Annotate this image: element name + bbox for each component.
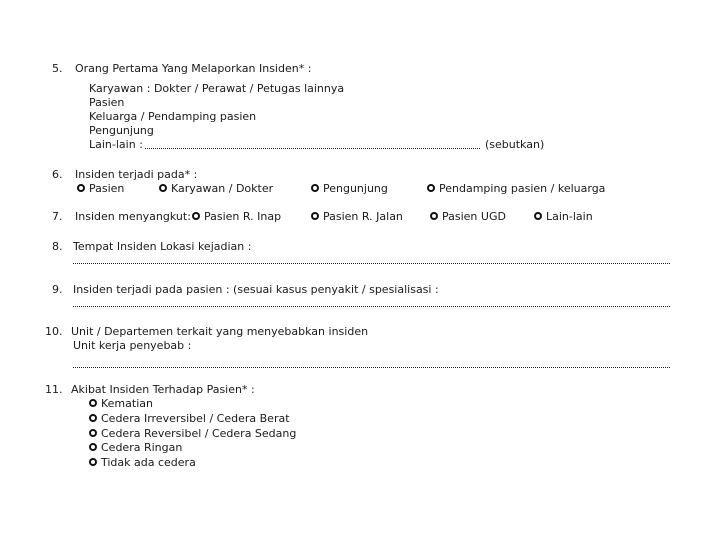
q8-number: 8. xyxy=(52,240,63,253)
radio-icon xyxy=(311,212,319,220)
radio-icon xyxy=(89,399,97,407)
q5-option-pasien[interactable]: Pasien xyxy=(89,96,125,109)
q6-option-pendamping[interactable]: Pendamping pasien / keluarga xyxy=(427,182,605,196)
q6-option-pasien[interactable]: Pasien xyxy=(77,182,124,196)
q11-option-berat[interactable]: Cedera Irreversibel / Cedera Berat xyxy=(89,412,290,426)
q8-input[interactable] xyxy=(73,263,670,264)
radio-icon xyxy=(534,212,542,220)
q7-option-lain[interactable]: Lain-lain xyxy=(534,210,593,224)
radio-icon xyxy=(430,212,438,220)
q10-input[interactable] xyxy=(73,367,670,368)
q6-number: 6. xyxy=(52,168,63,181)
q9-input[interactable] xyxy=(73,306,670,307)
q5-other-suffix: (sebutkan) xyxy=(485,138,545,151)
radio-icon xyxy=(311,184,319,192)
q10-question: Unit / Departemen terkait yang menyebabkan insiden xyxy=(71,325,369,338)
radio-icon xyxy=(77,184,85,192)
q8-question: Tempat Insiden Lokasi kejadian : xyxy=(73,240,252,253)
q5-option-pengunjung[interactable]: Pengunjung xyxy=(89,124,154,137)
q7-question: Insiden menyangkut: xyxy=(75,210,191,223)
q5-other-input[interactable] xyxy=(145,148,480,149)
q7-number: 7. xyxy=(52,210,63,223)
radio-icon xyxy=(89,429,97,437)
q9-number: 9. xyxy=(52,283,63,296)
q7-option-ugd[interactable]: Pasien UGD xyxy=(430,210,506,224)
q10-sublabel: Unit kerja penyebab : xyxy=(73,339,192,352)
q5-other-label: Lain-lain : xyxy=(89,138,143,151)
q6-question: Insiden terjadi pada* : xyxy=(75,168,198,181)
radio-icon xyxy=(192,212,200,220)
q11-option-kematian[interactable]: Kematian xyxy=(89,397,153,411)
q7-option-rawat-inap[interactable]: Pasien R. Inap xyxy=(192,210,281,224)
q5-option-karyawan[interactable]: Karyawan : Dokter / Perawat / Petugas lainnya xyxy=(89,82,345,95)
radio-icon xyxy=(159,184,167,192)
q6-option-pengunjung[interactable]: Pengunjung xyxy=(311,182,388,196)
q11-option-sedang[interactable]: Cedera Reversibel / Cedera Sedang xyxy=(89,427,296,441)
radio-icon xyxy=(89,458,97,466)
q9-question: Insiden terjadi pada pasien : (sesuai kasus penyakit / spesialisasi : xyxy=(73,283,439,296)
radio-icon xyxy=(89,443,97,451)
q10-number: 10. xyxy=(45,325,63,338)
q11-option-ringan[interactable]: Cedera Ringan xyxy=(89,441,182,455)
q5-option-keluarga[interactable]: Keluarga / Pendamping pasien xyxy=(89,110,257,123)
q7-option-rawat-jalan[interactable]: Pasien R. Jalan xyxy=(311,210,403,224)
q5-number: 5. xyxy=(52,62,63,75)
q11-number: 11. xyxy=(45,383,63,396)
q5-question: Orang Pertama Yang Melaporkan Insiden* : xyxy=(75,62,312,75)
q11-question: Akibat Insiden Terhadap Pasien* : xyxy=(71,383,255,396)
q6-option-karyawan[interactable]: Karyawan / Dokter xyxy=(159,182,273,196)
radio-icon xyxy=(427,184,435,192)
radio-icon xyxy=(89,414,97,422)
q11-option-tidak-ada[interactable]: Tidak ada cedera xyxy=(89,456,196,470)
